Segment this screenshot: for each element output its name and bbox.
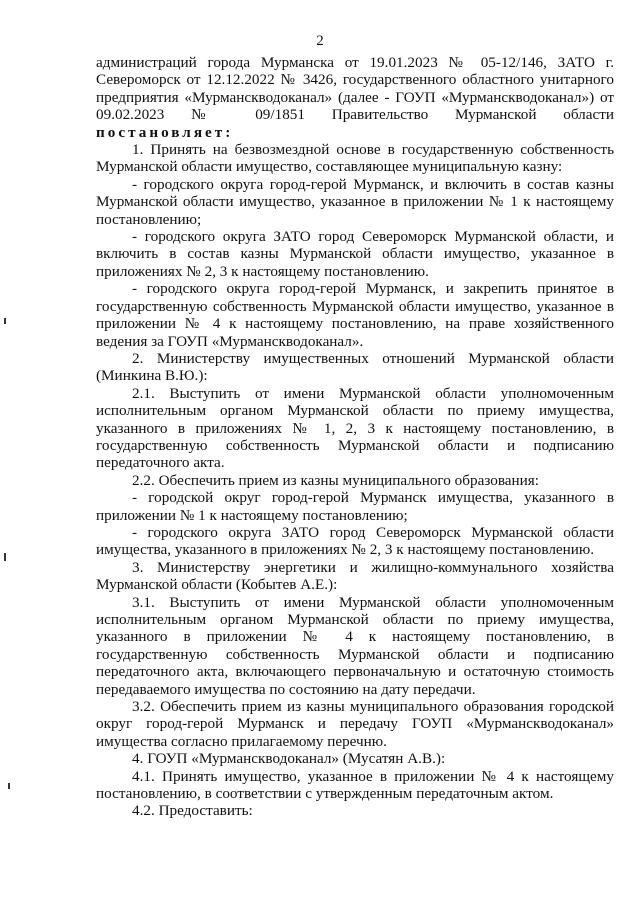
paragraph-3: 3. Министерству энергетики и жилищно-коммунального хозяйства Мурманской области (Кобытев А.Е.): xyxy=(96,558,614,594)
scan-margin-mark xyxy=(4,553,6,561)
paragraph-4-1: 4.1. Принять имущество, указанное в приложении № 4 к настоящему постановлению, в соответствии с утвержденным передаточным актом. xyxy=(96,767,614,803)
intro-text: администраций города Мурманска от 19.01.2023 № 05-12/146, ЗАТО г. Североморск от 12.12.2022 № 3426, государственного областного унитарного предприятия «Мурманскводоканал» (далее - ГОУП «Мурманскводоканал») от 09.02.2023 № 09/1851 Правительство Мурманской области xyxy=(96,54,614,124)
paragraph-1-murmansk: - городского округа город-герой Мурманск, и включить в состав казны Мурманской области имущество, указанное в приложении № 1 к настоящему постановлению; xyxy=(96,175,614,228)
paragraph-1: 1. Принять на безвозмездной основе в государственную собственность Мурманской области имущество, составляющее муниципальную казну: xyxy=(96,141,614,176)
paragraph-1-severomorsk: - городского округа ЗАТО город Североморск Мурманской области, и включить в состав казны Мурманской области имущество, указанное в приложениях № 2, 3 к настоящему постановлению. xyxy=(96,228,614,280)
paragraph-1-vodokanal: - городского округа город-герой Мурманск, и закрепить принятое в государственную собственность Мурманской области имущество, указанное в приложении № 4 к настоящему постановлению, на праве хозяйственного ведения за ГОУП «Мурманскводоканал». xyxy=(96,280,614,350)
paragraph-2: 2. Министерству имущественных отношений Мурманской области (Минкина В.Ю.): xyxy=(96,349,614,385)
paragraph-2-2-severomorsk: - городского округа ЗАТО город Североморск Мурманской области имущества, указанного в приложениях № 2, 3 к настоящему постановлению. xyxy=(96,523,614,559)
paragraph-3-2: 3.2. Обеспечить прием из казны муниципального образования городской округ город-герой Мурманск и передачу ГОУП «Мурманскводоканал» имущества согласно прилагаемому перечню. xyxy=(96,698,614,750)
paragraph-2-2: 2.2. Обеспечить прием из казны муниципального образования: xyxy=(132,471,540,489)
paragraph-2-1: 2.1. Выступить от имени Мурманской области уполномоченным исполнительным органом Мурманской области по приему имущества, указанного в приложениях № 1, 2, 3 к настоящему постановлению, в государственную собственность Мурманской области и подписанию передаточного акта. xyxy=(96,384,614,472)
paragraph-2-2-murmansk: - городской округ город-герой Мурманск имущества, указанного в приложении № 1 к настоящему постановлению; xyxy=(96,489,614,524)
page-number: 2 xyxy=(316,33,324,49)
document-body xyxy=(96,54,614,820)
scan-margin-mark xyxy=(4,318,6,324)
paragraph-4-2: 4.2. Предоставить: xyxy=(132,802,253,820)
paragraph-3-1: 3.1. Выступить от имени Мурманской области уполномоченным исполнительным органом Мурманской области по приему имущества, указанного в приложении № 4 к настоящему постановлению, в государственную собственность Мурманской области и подписанию передаточного акта, включающего первоначальную и остаточную стоимость передаваемого имущества по состоянию на дату передачи. xyxy=(96,593,614,698)
paragraph-4: 4. ГОУП «Мурманскводоканал» (Мусатян А.В.): xyxy=(132,750,446,768)
intro-paragraph xyxy=(96,54,614,141)
decree-keyword: постановляет: xyxy=(96,123,234,141)
scan-margin-mark xyxy=(8,783,10,789)
